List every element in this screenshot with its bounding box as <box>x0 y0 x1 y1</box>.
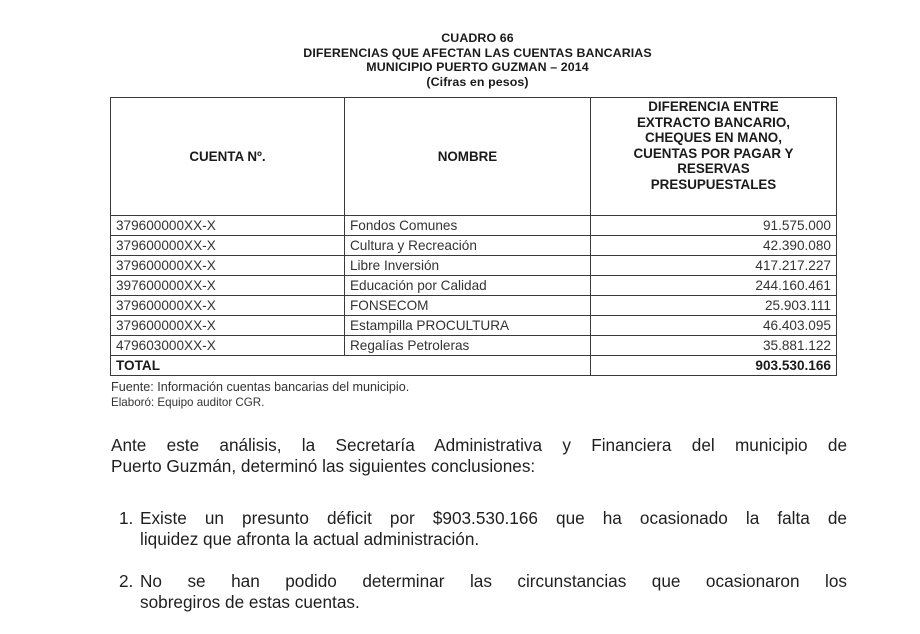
name-cell: Fondos Comunes <box>344 216 590 236</box>
account-cell: 379600000XX-X <box>111 236 345 256</box>
list-item <box>111 508 847 550</box>
table-units: (Cifras en pesos) <box>426 74 529 89</box>
table-title: DIFERENCIAS QUE AFECTAN LAS CUENTAS BANCARIAS <box>303 45 652 60</box>
account-cell: 479603000XX-X <box>111 336 345 356</box>
value-cell: 91.575.000 <box>590 216 836 236</box>
column-header-difference <box>590 98 836 216</box>
account-cell: 397600000XX-X <box>111 276 345 296</box>
value-cell: 42.390.080 <box>590 236 836 256</box>
intro-paragraph <box>111 435 847 477</box>
column-header-name: NOMBRE <box>344 98 590 216</box>
table-row <box>111 276 837 296</box>
account-cell: 379600000XX-X <box>111 256 345 276</box>
name-cell: Libre Inversión <box>344 256 590 276</box>
account-cell: 379600000XX-X <box>111 296 345 316</box>
name-cell: Educación por Calidad <box>344 276 590 296</box>
header-line: CUENTAS POR PAGAR Y <box>633 145 794 161</box>
table-caption <box>0 31 920 89</box>
list-number: 1. <box>119 508 134 528</box>
name-cell: Cultura y Recreación <box>344 236 590 256</box>
column-header-account: CUENTA Nº. <box>111 98 345 216</box>
prepared-by-note: Elaboró: Equipo auditor CGR. <box>111 396 265 409</box>
conclusions-list <box>111 508 847 634</box>
bank-accounts-table <box>110 97 837 376</box>
header-line: RESERVAS <box>677 161 750 176</box>
total-value: 903.530.166 <box>590 356 836 376</box>
list-text: Existe un presunto déficit por $903.530.166 que ha ocasionado la falta de <box>140 508 847 528</box>
table-row <box>111 336 837 356</box>
name-cell: Estampilla PROCULTURA <box>344 316 590 336</box>
list-number: 2. <box>119 571 134 591</box>
list-item <box>111 571 847 613</box>
total-label: TOTAL <box>111 356 591 376</box>
value-cell: 46.403.095 <box>590 316 836 336</box>
table-notes <box>111 379 409 411</box>
name-cell: FONSECOM <box>344 296 590 316</box>
intro-line: Ante este análisis, la Secretaría Administrativa y Financiera del municipio de <box>111 435 847 455</box>
table-row <box>111 256 837 276</box>
header-line: EXTRACTO BANCARIO, <box>636 114 790 130</box>
list-text: sobregiros de estas cuentas. <box>140 592 360 612</box>
total-row <box>111 356 837 376</box>
cuadro-number: CUADRO 66 <box>441 31 514 45</box>
list-text: No se han podido determinar las circunstancias que ocasionaron los <box>140 571 847 591</box>
value-cell: 417.217.227 <box>590 256 836 276</box>
table-subtitle: MUNICIPIO PUERTO GUZMAN – 2014 <box>366 60 589 74</box>
account-cell: 379600000XX-X <box>111 316 345 336</box>
list-text: liquidez que afronta la actual administración. <box>140 529 480 549</box>
account-cell: 379600000XX-X <box>111 216 345 236</box>
table-row <box>111 216 837 236</box>
value-cell: 25.903.111 <box>590 296 836 316</box>
table-row <box>111 316 837 336</box>
table-header-row <box>111 98 837 216</box>
header-line: PRESUPUESTALES <box>650 176 777 192</box>
header-line: CHEQUES EN MANO, <box>645 130 782 145</box>
name-cell: Regalías Petroleras <box>344 336 590 356</box>
header-line: DIFERENCIA ENTRE <box>648 99 779 114</box>
table-row <box>111 296 837 316</box>
table-row <box>111 236 837 256</box>
value-cell: 244.160.461 <box>590 276 836 296</box>
source-note: Fuente: Información cuentas bancarias del municipio. <box>111 380 410 394</box>
intro-line: Puerto Guzmán, determinó las siguientes conclusiones: <box>111 456 536 476</box>
value-cell: 35.881.122 <box>590 336 836 356</box>
